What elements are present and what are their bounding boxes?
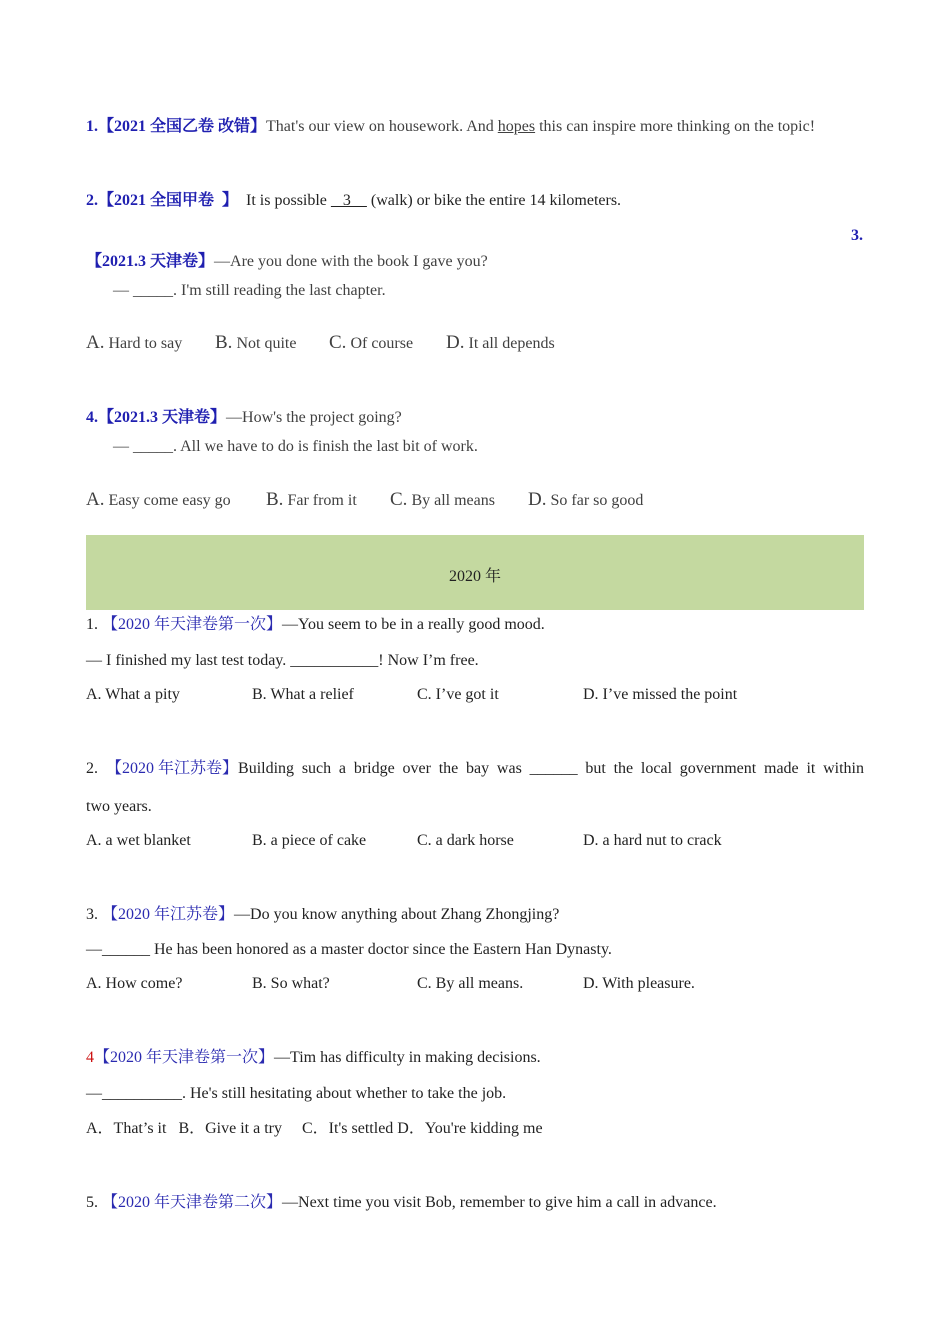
question-word: government <box>679 760 757 777</box>
question-text: —How's the project going? <box>226 409 402 426</box>
question-word: a <box>338 760 347 777</box>
question-number: 5. <box>86 1194 102 1211</box>
option-c: C. By all means <box>390 489 495 510</box>
question-number: 1. <box>86 118 98 135</box>
option-a: A. a wet blanket <box>86 832 191 849</box>
question-2020-5 <box>86 1193 717 1213</box>
source-tag: 【2021 全国乙卷 改错】 <box>98 118 267 135</box>
source-tag: 【2020 年江苏卷】 <box>106 760 239 777</box>
question-word: the <box>438 760 459 777</box>
question-2021-1 <box>86 117 815 137</box>
option-a: A. How come? <box>86 975 183 992</box>
question-word: but <box>585 760 606 777</box>
source-tag: 【2020 年天津卷第一次】 <box>102 616 283 633</box>
option-d: D. I’ve missed the point <box>583 686 738 703</box>
question-text: —Next time you visit Bob, remember to give him a call in advance. <box>282 1194 717 1211</box>
question-text: It is possible <box>238 192 331 209</box>
question-text: —Do you know anything about Zhang Zhongjing? <box>234 906 560 923</box>
option-a: A. Easy come easy go <box>86 489 231 510</box>
question-text: two years. <box>86 798 152 815</box>
question-2020-1 <box>86 615 545 635</box>
section-header-2020 <box>86 535 864 610</box>
answer-line: — I finished my last test today. ___________! Now I’m free. <box>86 652 479 669</box>
question-number: 3. <box>851 227 863 244</box>
options-line: A．That’s it B．Give it a try C．It's settled D．You're kidding me <box>86 1120 543 1137</box>
question-text: That's our view on housework. And <box>266 118 498 135</box>
question-word: Building <box>238 760 295 777</box>
option-d: D. With pleasure. <box>583 975 695 992</box>
question-number: 4 <box>86 1049 94 1066</box>
answer-line: —______ He has been honored as a master doctor since the Eastern Han Dynasty. <box>86 941 612 958</box>
question-2021-2 <box>86 191 621 211</box>
question-number: 2. <box>86 192 98 209</box>
source-tag: 【2020 年江苏卷】 <box>102 906 235 923</box>
option-b: B. Far from it <box>266 489 357 510</box>
question-text: —You seem to be in a really good mood. <box>282 616 545 633</box>
question-word: within <box>823 760 864 777</box>
question-number: 1. <box>86 616 102 633</box>
source-tag: 【2021.3 天津卷】 <box>86 253 215 270</box>
option-a: A. What a pity <box>86 686 180 703</box>
question-2021-4 <box>86 408 402 428</box>
question-text: —Are you done with the book I gave you? <box>214 253 488 270</box>
question-number: 3. <box>86 906 102 923</box>
answer-line: — _____. All we have to do is finish the last bit of work. <box>113 438 478 455</box>
question-number: 4. <box>86 409 98 426</box>
question-number: 2. <box>86 760 106 777</box>
question-text: this can inspire more thinking on the topic! <box>535 118 816 135</box>
blank: ______ <box>529 760 578 777</box>
option-c: C. By all means. <box>417 975 524 992</box>
option-b: B. a piece of cake <box>252 832 367 849</box>
source-tag: 【2020 年天津卷第二次】 <box>102 1194 283 1211</box>
option-b: B. What a relief <box>252 686 354 703</box>
option-d: D. It all depends <box>446 332 555 353</box>
source-tag: 【2021.3 天津卷】 <box>98 409 227 426</box>
option-d: D. a hard nut to crack <box>583 832 722 849</box>
answer-line: —__________. He's still hesitating about whether to take the job. <box>86 1085 507 1102</box>
question-word: was <box>496 760 522 777</box>
answer-line: — _____. I'm still reading the last chapter. <box>113 282 386 299</box>
option-c: C. Of course <box>329 332 414 353</box>
question-2020-4 <box>86 1048 541 1068</box>
question-2020-3 <box>86 905 559 925</box>
option-b: B. Not quite <box>215 332 297 353</box>
question-word: bridge <box>353 760 395 777</box>
blank: 3 <box>330 192 367 209</box>
question-word: local <box>640 760 673 777</box>
section-title: 2020 年 <box>448 568 501 585</box>
source-tag: 【2020 年天津卷第一次】 <box>94 1049 275 1066</box>
question-word: made <box>764 760 799 777</box>
question-2021-3 <box>86 252 488 272</box>
underlined-word: hopes <box>497 118 536 135</box>
question-word: over <box>402 760 431 777</box>
question-text: —Tim has difficulty in making decisions. <box>274 1049 541 1066</box>
question-word: the <box>613 760 634 777</box>
question-2020-2 <box>86 759 864 779</box>
option-c: C. I’ve got it <box>417 686 499 703</box>
source-tag: 【2021 全国甲卷 】 <box>98 192 239 209</box>
question-text: (walk) or bike the entire 14 kilometers. <box>366 192 622 209</box>
option-a: A. Hard to say <box>86 332 183 353</box>
option-d: D. So far so good <box>528 489 644 510</box>
option-c: C. a dark horse <box>417 832 514 849</box>
question-word: it <box>806 760 816 777</box>
question-word: such <box>301 760 332 777</box>
question-word: bay <box>466 760 490 777</box>
option-b: B. So what? <box>252 975 330 992</box>
